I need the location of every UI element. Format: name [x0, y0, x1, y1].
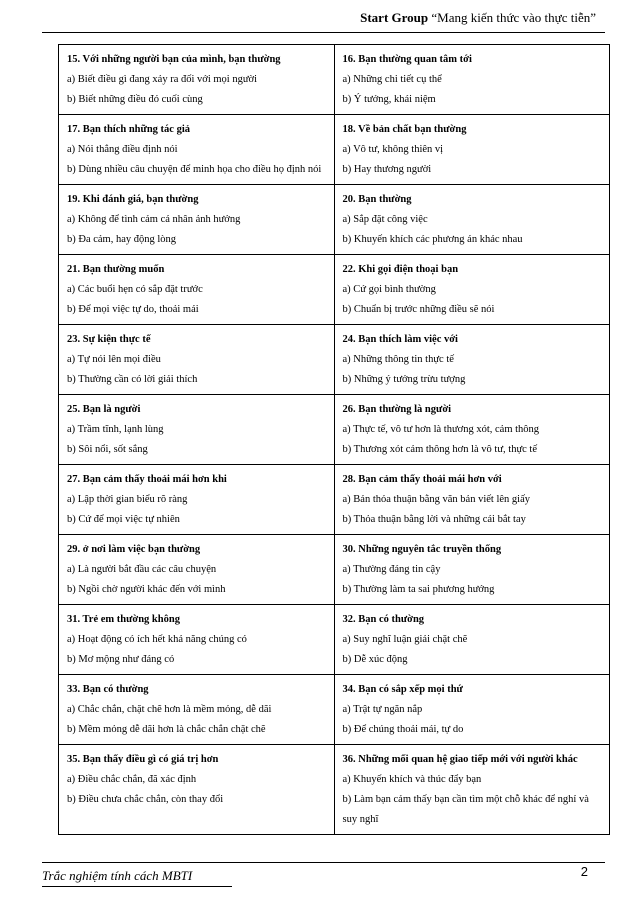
question-text: 18. Về bản chất bạn thường — [342, 124, 467, 135]
question-row — [59, 675, 610, 745]
option-b: b) Chuẩn bị trước những điều sẽ nói — [342, 304, 495, 315]
question-cell — [59, 115, 335, 185]
question-text: 29. ở nơi làm việc bạn thường — [67, 544, 201, 555]
question-text: 24. Bạn thích làm việc với — [342, 334, 458, 345]
option-b: b) Sôi nổi, sốt sắng — [67, 444, 148, 455]
question-cell — [334, 325, 610, 395]
option-b: b) Những ý tưởng trừu tượng — [342, 374, 466, 385]
option-b: b) Dùng nhiều câu chuyện để minh họa cho điều họ định nói — [67, 164, 322, 175]
option-a: a) Điều chắc chắn, đã xác định — [67, 774, 197, 785]
question-cell — [59, 325, 335, 395]
option-a: a) Là người bắt đầu các câu chuyện — [67, 564, 217, 575]
question-text: 25. Bạn là người — [67, 404, 141, 415]
question-text: 17. Bạn thích những tác giả — [67, 124, 190, 135]
option-b: b) Thương xót cảm thông hơn là vô tư, thực tế — [342, 444, 537, 455]
option-a: a) Sắp đặt công việc — [342, 214, 428, 225]
quiz-table — [58, 44, 610, 835]
option-b: b) Để chúng thoải mái, tự do — [342, 724, 464, 735]
question-text: 16. Bạn thường quan tâm tới — [342, 54, 472, 65]
footer-divider — [42, 862, 605, 863]
option-b: b) Cứ để mọi việc tự nhiên — [67, 514, 180, 525]
header-slogan: “Mang kiến thức vào thực tiễn” — [431, 10, 596, 25]
question-text: 22. Khi gọi điện thoại bạn — [342, 264, 459, 275]
question-cell — [334, 185, 610, 255]
option-b: b) Đa cảm, hay động lòng — [67, 234, 177, 245]
question-text: 34. Bạn có sắp xếp mọi thứ — [342, 684, 463, 695]
question-text: 19. Khi đánh giá, bạn thường — [67, 194, 199, 205]
header-group-name: Start Group — [360, 10, 429, 25]
option-a: a) Nói thẳng điều định nói — [67, 144, 178, 155]
option-a: a) Cứ gọi bình thường — [342, 284, 436, 295]
option-b: b) Thỏa thuận bằng lời và những cái bắt tay — [342, 514, 526, 525]
question-cell — [334, 45, 610, 115]
question-row — [59, 115, 610, 185]
question-row — [59, 395, 610, 465]
option-a: a) Không để tình cảm cá nhân ảnh hưởng — [67, 214, 241, 225]
question-text: 36. Những mối quan hệ giao tiếp mới với người khác — [342, 754, 578, 765]
option-b: b) Điều chưa chắc chắn, còn thay đổi — [67, 794, 224, 805]
option-b: b) Ngồi chờ người khác đến với mình — [67, 584, 226, 595]
question-cell — [334, 115, 610, 185]
question-cell — [59, 745, 335, 835]
option-a: a) Thường đáng tin cậy — [342, 564, 441, 575]
option-a: a) Khuyến khích và thúc đẩy bạn — [342, 774, 482, 785]
question-text: 28. Bạn cảm thấy thoải mái hơn với — [342, 474, 502, 485]
option-b: b) Làm bạn cảm thấy bạn cần tìm một chỗ khác để nghỉ và suy nghĩ — [342, 794, 589, 825]
option-a: a) Những chi tiết cụ thể — [342, 74, 442, 85]
option-a: a) Các buổi hẹn có sắp đặt trước — [67, 284, 203, 295]
question-cell — [59, 185, 335, 255]
question-text: 32. Bạn có thường — [342, 614, 425, 625]
question-text: 23. Sự kiện thực tế — [67, 334, 151, 345]
question-text: 26. Bạn thường là người — [342, 404, 452, 415]
question-cell — [59, 45, 335, 115]
question-cell — [59, 535, 335, 605]
question-cell — [334, 675, 610, 745]
option-b: b) Thường làm ta sai phương hướng — [342, 584, 495, 595]
footer-title-underline — [42, 886, 232, 887]
question-cell — [59, 465, 335, 535]
question-cell — [334, 535, 610, 605]
option-b: b) Hay thương người — [342, 164, 432, 175]
question-row — [59, 535, 610, 605]
question-row — [59, 465, 610, 535]
option-b: b) Biết những điều đó cuối cùng — [67, 94, 203, 105]
question-text: 20. Bạn thường — [342, 194, 412, 205]
page-number: 2 — [580, 864, 588, 879]
page-header — [360, 6, 596, 30]
question-text: 15. Với những người bạn của mình, bạn thường — [67, 54, 281, 65]
question-row — [59, 255, 610, 325]
question-text: 27. Bạn cảm thấy thoải mái hơn khi — [67, 474, 227, 485]
question-cell — [334, 255, 610, 325]
question-cell — [334, 465, 610, 535]
option-a: a) Những thông tin thực tế — [342, 354, 454, 365]
option-b: b) Dễ xúc động — [342, 654, 408, 665]
question-text: 21. Bạn thường muốn — [67, 264, 165, 275]
option-b: b) Khuyến khích các phương án khác nhau — [342, 234, 523, 245]
option-b: b) Thường cần có lời giải thích — [67, 374, 198, 385]
question-text: 35. Bạn thấy điều gì có giá trị hơn — [67, 754, 219, 765]
option-a: a) Lập thời gian biểu rõ ràng — [67, 494, 188, 505]
option-b: b) Ý tưởng, khái niệm — [342, 94, 436, 105]
option-a: a) Suy nghĩ luận giải chặt chẽ — [342, 634, 468, 645]
header-divider — [42, 32, 605, 33]
option-a: a) Vô tư, không thiên vị — [342, 144, 444, 155]
option-a: a) Trầm tĩnh, lạnh lùng — [67, 424, 164, 435]
option-a: a) Tự nói lên mọi điều — [67, 354, 161, 365]
question-cell — [334, 395, 610, 465]
option-a: a) Thực tế, vô tư hơn là thương xót, cảm thông — [342, 424, 540, 435]
question-row — [59, 605, 610, 675]
option-b: b) Mơ mộng như đáng có — [67, 654, 175, 665]
question-row — [59, 325, 610, 395]
question-row — [59, 745, 610, 835]
question-cell — [59, 255, 335, 325]
question-text: 31. Trẻ em thường không — [67, 614, 180, 625]
question-row — [59, 45, 610, 115]
question-cell — [334, 745, 610, 835]
question-cell — [59, 395, 335, 465]
option-a: a) Bản thỏa thuận bằng văn bản viết lên giấy — [342, 494, 530, 505]
option-a: a) Hoạt động có ích hết khả năng chúng có — [67, 634, 247, 645]
question-text: 33. Bạn có thường — [67, 684, 149, 695]
question-text: 30. Những nguyên tắc truyền thống — [342, 544, 502, 555]
option-a: a) Biết điều gì đang xảy ra đối với mọi người — [67, 74, 258, 85]
option-a: a) Chắc chắn, chặt chẽ hơn là mềm mỏng, dễ dãi — [67, 704, 272, 715]
footer-title: Trắc nghiệm tính cách MBTI — [42, 868, 193, 883]
question-cell — [59, 675, 335, 745]
option-a: a) Trật tự ngăn nắp — [342, 704, 423, 715]
question-row — [59, 185, 610, 255]
question-cell — [334, 605, 610, 675]
question-cell — [59, 605, 335, 675]
option-b: b) Để mọi việc tự do, thoải mái — [67, 304, 199, 315]
option-b: b) Mềm mỏng dễ dãi hơn là chắc chắn chặt chẽ — [67, 724, 266, 735]
